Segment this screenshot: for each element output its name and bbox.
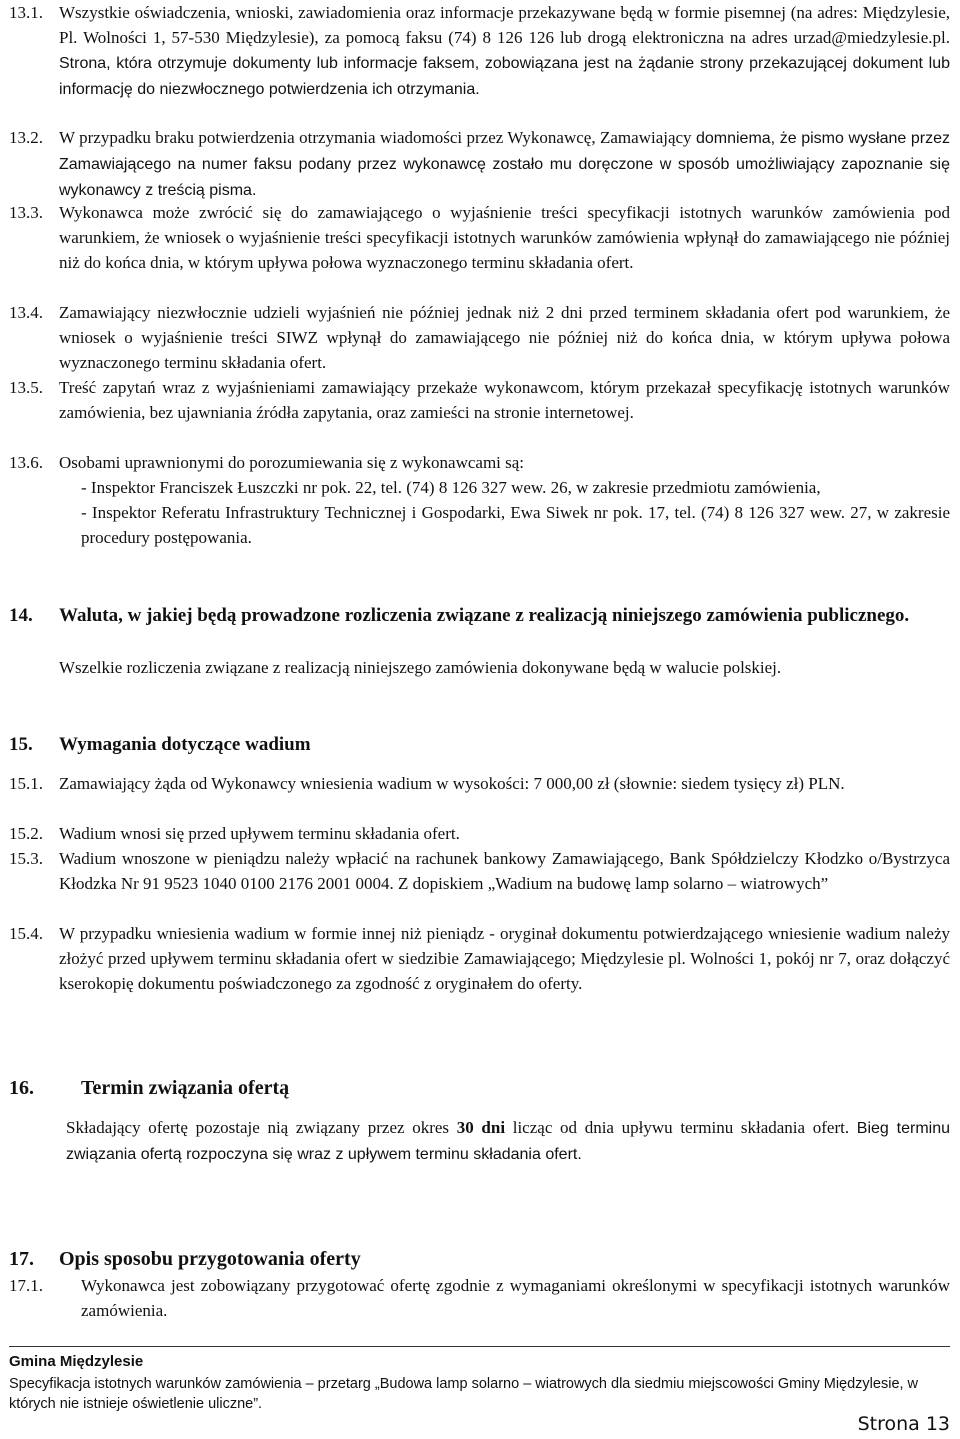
clause-number: 15.3.: [9, 849, 43, 868]
section-number: 16.: [9, 1077, 34, 1099]
contact-list: [81, 475, 950, 550]
clause-15-2: [9, 821, 950, 846]
clause-text: W przypadku braku potwierdzenia otrzymania wiadomości przez Wykonawcę, Zamawiający: [59, 128, 692, 147]
clause-text: W przypadku wniesienia wadium w formie innej niż pieniądz - oryginał dokumentu potwierdzającego wniesienie wadium należy złożyć przed upływem terminu składania ofert w siedzibie Zamawiającego; Międzylesie pl. Wolności 1, pokój nr 7, oraz dołączyć kserokopię dokumentu poświadczonego za zgodność z oryginałem do oferty.: [59, 924, 950, 993]
clause-13-3: [9, 200, 950, 275]
section-title: Wymagania dotyczące wadium: [59, 734, 311, 755]
clause-text: Zamawiający niezwłocznie udzieli wyjaśnień nie później jednak niż 2 dni przed terminem składania ofert pod warunkiem, że wniosek o wyjaśnienie treści SIWZ wpłynął do zamawiającego nie później niż do końca dnia, w którym upływa połowa wyznaczonego terminu składania ofert.: [59, 303, 950, 372]
clause-text: Osobami uprawnionymi do porozumiewania się z wykonawcami są:: [59, 453, 525, 472]
clause-15-1: [9, 771, 950, 796]
body-text: licząc od dnia upływu terminu składania ofert.: [512, 1118, 850, 1137]
section-14-heading: [9, 603, 950, 628]
clause-number: 15.4.: [9, 924, 43, 943]
footer-title: Gmina Międzylesie: [9, 1353, 144, 1370]
contact-item: - Inspektor Franciszek Łuszczki nr pok. 22, tel. (74) 8 126 327 wew. 26, w zakresie przedmiotu zamówienia,: [81, 478, 821, 497]
clause-number: 15.2.: [9, 824, 43, 843]
clause-17-1: [9, 1273, 950, 1323]
body-text: Składający ofertę pozostaje nią związany przez okres: [66, 1118, 450, 1137]
section-title: Termin związania ofertą: [81, 1077, 290, 1099]
section-title: Opis sposobu przygotowania oferty: [59, 1248, 361, 1270]
clause-text: Wykonawca jest zobowiązany przygotować ofertę zgodnie z wymaganiami określonymi w specyfikacji istotnych warunków zamówienia.: [81, 1276, 950, 1320]
page-number: Strona 13: [857, 1413, 950, 1435]
clause-text: Wadium wnoszone w pieniądzu należy wpłacić na rachunek bankowy Zamawiającego, Bank Spółdzielczy Kłodzko o/Bystrzyca Kłodzka Nr 91 9523 1040 0100 2176 2001 0004. Z dopiskiem „Wadium na budowę lamp solarno – wiatrowych”: [59, 849, 950, 893]
period-value: 30 dni: [456, 1118, 506, 1137]
clause-13-4: [9, 300, 950, 375]
section-16-body: [66, 1115, 950, 1167]
section-number: 17.: [9, 1248, 34, 1270]
clause-15-4: [9, 921, 950, 996]
clause-number: 13.1.: [9, 3, 43, 22]
clause-text: Wykonawca może zwrócić się do zamawiającego o wyjaśnienie treści specyfikacji istotnych warunków zamówienia pod warunkiem, że wniosek o wyjaśnienie treści specyfikacji istotnych warunków zamówienia wpłynął do zamawiającego nie później niż do końca dnia, w którym upływa połowa wyznaczonego terminu składania ofert.: [59, 203, 950, 272]
clause-13-1: [9, 0, 950, 102]
clause-text: Treść zapytań wraz z wyjaśnieniami zamawiający przekaże wykonawcom, którym przekazał specyfikację istotnych warunków zamówienia, bez ujawniania źródła zapytania, oraz zamieści na stronie internetowej.: [59, 378, 950, 422]
clause-number: 13.6.: [9, 453, 43, 472]
section-15-heading: [9, 732, 950, 757]
section-title: Waluta, w jakiej będą prowadzone rozliczenia związane z realizacją niniejszego zamówienia publicznego.: [59, 605, 910, 626]
section-number: 15.: [9, 734, 33, 755]
section-number: 14.: [9, 605, 33, 626]
footer-description: Specyfikacja istotnych warunków zamówienia – przetarg „Budowa lamp solarno – wiatrowych dla siedmiu miejscowości Gminy Międzylesie, w których nie istnieje oświetlenie uliczne”.: [9, 1376, 919, 1412]
clause-text-sans: domniema, że pismo wysłane przez Zamawiającego na numer faksu podany przez wykonawcę zostało mu doręczone w sposób umożliwiający zapoznanie się wykonawcy z treścią pisma.: [59, 130, 951, 199]
clause-text: Zamawiający żąda od Wykonawcy wniesienia wadium w wysokości: 7 000,00 zł (słownie: siedem tysięcy zł) PLN.: [59, 774, 845, 793]
clause-text: Wadium wnosi się przed upływem terminu składania ofert.: [59, 824, 460, 843]
section-16-heading: [9, 1076, 950, 1101]
clause-number: 13.2.: [9, 128, 43, 147]
section-14-body: Wszelkie rozliczenia związane z realizacją niniejszego zamówienia dokonywane będą w walucie polskiej.: [59, 658, 782, 677]
clause-number: 13.3.: [9, 203, 43, 222]
section-17-heading: [9, 1247, 950, 1272]
clause-13-2: [9, 125, 950, 203]
clause-text: Wszystkie oświadczenia, wnioski, zawiadomienia oraz informacje przekazywane będą w formie pisemnej (na adres: Międzylesie, Pl. Wolności 1, 57-530 Międzylesie), za pomocą faksu (74) 8 126 126 lub drogą elektroniczna na adres urzad@miedzylesie.pl.: [59, 3, 950, 47]
clause-15-3: [9, 846, 950, 896]
footer-divider: [9, 1346, 950, 1347]
clause-text-sans: Strona, która otrzymuje dokumenty lub informacje faksem, zobowiązana jest na żądanie strony przekazującej dokument lub informację do niezwłocznego potwierdzenia ich otrzymania.: [59, 55, 950, 98]
clause-13-6: [9, 450, 950, 550]
contact-item: - Inspektor Referatu Infrastruktury Technicznej i Gospodarki, Ewa Siwek nr pok. 17, tel. (74) 8 126 327 wew. 27, w zakresie procedury postępowania.: [81, 503, 950, 547]
clause-number: 13.5.: [9, 378, 43, 397]
clause-13-5: [9, 375, 950, 425]
body-text-sans: Bieg terminu związania ofertą rozpoczyna się wraz z upływem terminu składania ofert.: [66, 1120, 951, 1163]
clause-number: 13.4.: [9, 303, 43, 322]
clause-number: 15.1.: [9, 774, 43, 793]
clause-number: 17.1.: [9, 1276, 43, 1295]
